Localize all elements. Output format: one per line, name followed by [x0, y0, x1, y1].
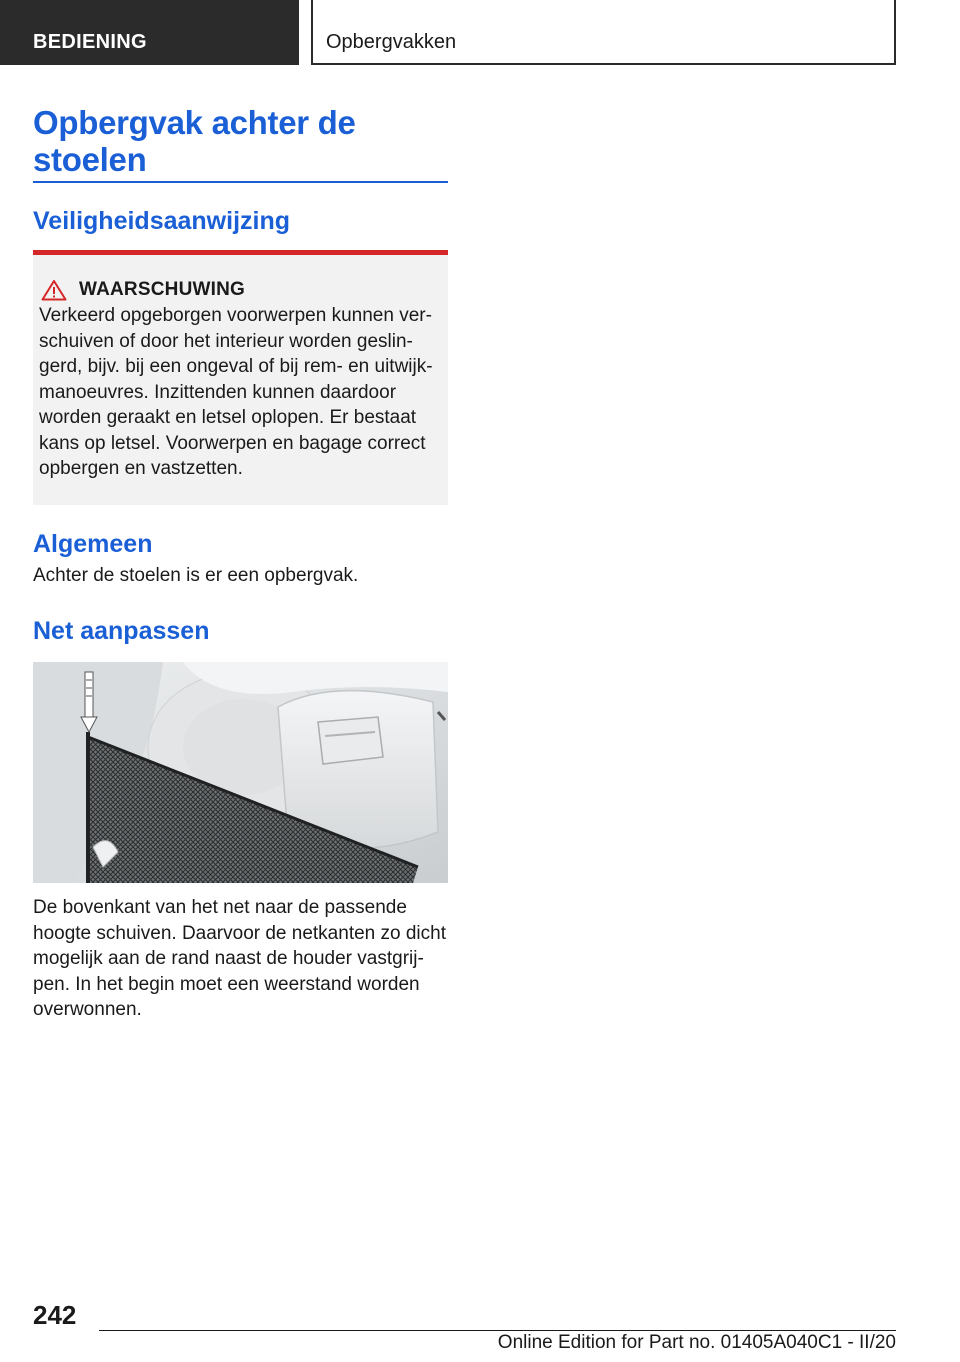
- page-number: 242: [33, 1300, 77, 1330]
- general-heading: Algemeen: [33, 530, 153, 558]
- net-adjust-photo: [33, 662, 448, 883]
- title-underline: [33, 181, 448, 183]
- warning-label: WAARSCHUWING: [79, 279, 245, 300]
- cargo-net-illustration: [33, 662, 448, 883]
- net-heading: Net aanpassen: [33, 617, 210, 645]
- page-title: Opbergvak achter de stoelen: [33, 104, 356, 178]
- warning-box: [33, 250, 448, 505]
- net-instructions: [33, 895, 448, 1023]
- header-section-tab: BEDIENING: [0, 0, 299, 65]
- warning-header: [39, 279, 440, 301]
- footer-edition: Online Edition for Part no. 01405A040C1 - II/20: [497, 1332, 896, 1353]
- warning-triangle-icon: [41, 279, 67, 301]
- net-text: De bovenkant van het net naar de passende hoogte schuiven. Daarvoor de netkanten zo dicht mogelijk aan de rand naast de houder vastgrij-pen. In het begin moet een weerstand worden overwonnen.: [33, 897, 446, 1020]
- safety-heading: Veiligheidsaanwijzing: [33, 207, 291, 235]
- safety-section: [33, 207, 448, 236]
- general-section: [33, 530, 448, 589]
- warning-text: Verkeerd opgeborgen voorwerpen kunnen ver-schuiven of door het interieur worden geslin-gerd, bijv. bij een ongeval of bij rem- en uitwijk-manoeuvres. Inzittenden kunnen daardoor worden geraakt en letsel oplopen. Er bestaat kans op letsel. Voorwerpen en bagage correct opbergen en vastzetten.: [39, 305, 433, 479]
- net-section: [33, 617, 448, 646]
- header-chapter-tab: Opbergvakken: [311, 0, 896, 65]
- general-text: Achter de stoelen is er een opbergvak.: [33, 565, 359, 586]
- footer-rule: [99, 1330, 896, 1331]
